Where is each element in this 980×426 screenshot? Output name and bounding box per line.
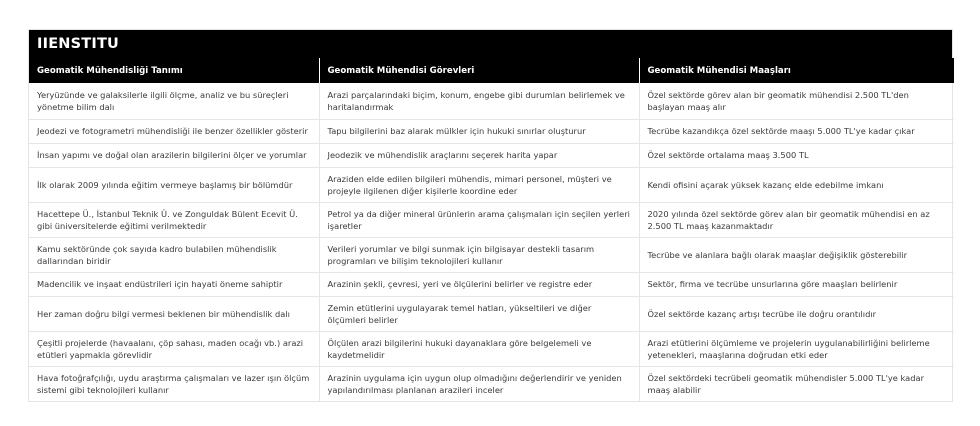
column-header-salaries: Geomatik Mühendisi Maaşları bbox=[639, 58, 954, 83]
table-cell: Hava fotoğrafçılığı, uydu araştırma çalışmaları ve lazer ışın ölçüm sistemi gibi teknolojileri kullanır bbox=[29, 366, 319, 401]
table-row bbox=[29, 202, 954, 237]
table-cell: Özel sektörde ortalama maaş 3.500 TL bbox=[639, 143, 954, 167]
table-row bbox=[29, 119, 954, 143]
comparison-table bbox=[29, 58, 954, 401]
table-cell: Madencilik ve inşaat endüstrileri için hayati öneme sahiptir bbox=[29, 272, 319, 296]
table-row bbox=[29, 331, 954, 366]
table-row bbox=[29, 366, 954, 401]
table-cell: Verileri yorumlar ve bilgi sunmak için bilgisayar destekli tasarım programları ve bilişim teknolojileri kullanır bbox=[319, 237, 639, 272]
table-cell: Tecrübe kazandıkça özel sektörde maaşı 5.000 TL'ye kadar çıkar bbox=[639, 119, 954, 143]
header-row bbox=[29, 58, 954, 83]
table-cell: Ölçülen arazi bilgilerini hukuki dayanaklara göre belgelemeli ve kaydetmelidir bbox=[319, 331, 639, 366]
table-cell: 2020 yılında özel sektörde görev alan bir geomatik mühendisi en az 2.500 TL maaş kazanmaktadır bbox=[639, 202, 954, 237]
table-row bbox=[29, 83, 954, 119]
table-cell: Özel sektörde kazanç artışı tecrübe ile doğru orantılıdır bbox=[639, 296, 954, 331]
table-row bbox=[29, 237, 954, 272]
table-cell: Arazi etütlerini ölçümleme ve projelerin uygulanabilirliğini belirleme yetenekleri, maaşlarına doğrudan etki eder bbox=[639, 331, 954, 366]
table-cell: Arazinin uygulama için uygun olup olmadığını değerlendirir ve yeniden yapılandırılması planlanan arazileri inceler bbox=[319, 366, 639, 401]
table-cell: İlk olarak 2009 yılında eğitim vermeye başlamış bir bölümdür bbox=[29, 167, 319, 202]
table-cell: Tecrübe ve alanlara bağlı olarak maaşlar değişiklik gösterebilir bbox=[639, 237, 954, 272]
table-cell: Tapu bilgilerini baz alarak mülkler için hukuki sınırlar oluşturur bbox=[319, 119, 639, 143]
table-cell: Her zaman doğru bilgi vermesi beklenen bir mühendislik dalı bbox=[29, 296, 319, 331]
table-row bbox=[29, 167, 954, 202]
table-cell: Yeryüzünde ve galaksilerle ilgili ölçme, analiz ve bu süreçleri yönetme bilim dalı bbox=[37, 89, 289, 112]
brand-header: IIENSTITU bbox=[29, 30, 952, 58]
table-cell: Araziden elde edilen bilgileri mühendis, mimari personel, müşteri ve projeyle ilgilenen diğer kişilerle koordine eder bbox=[319, 167, 639, 202]
column-header-duties: Geomatik Mühendisi Görevleri bbox=[319, 58, 639, 83]
table-cell: Arazi parçalarındaki biçim, konum, engebe gibi durumları belirlemek ve haritalandırmak bbox=[319, 83, 639, 119]
table-cell: Özel sektördeki tecrübeli geomatik mühendisler 5.000 TL'ye kadar maaş alabilir bbox=[639, 366, 954, 401]
table-row bbox=[29, 143, 954, 167]
table-cell: Hacettepe Ü., İstanbul Teknik Ü. ve Zonguldak Bülent Ecevit Ü. gibi üniversitelerde eğitimi verilmektedir bbox=[29, 202, 319, 237]
table-row bbox=[29, 296, 954, 331]
table-cell: Zemin etütlerini uygulayarak temel hatları, yükseltileri ve diğer ölçümleri belirler bbox=[319, 296, 639, 331]
table-cell: Kamu sektöründe çok sayıda kadro bulabilen mühendislik dallarından biridir bbox=[29, 237, 319, 272]
table-head bbox=[29, 58, 954, 83]
table-row bbox=[29, 272, 954, 296]
table-body bbox=[29, 83, 954, 401]
column-header-definition: Geomatik Mühendisliği Tanımı bbox=[29, 58, 319, 83]
table-cell: Jeodezik ve mühendislik araçlarını seçerek harita yapar bbox=[319, 143, 639, 167]
table-cell: Jeodezi ve fotogrametri mühendisliği ile benzer özellikler gösterir bbox=[29, 119, 319, 143]
table-cell: Sektör, firma ve tecrübe unsurlarına göre maaşları belirlenir bbox=[639, 272, 954, 296]
table-cell: Petrol ya da diğer mineral ürünlerin arama çalışmaları için seçilen yerleri işaretler bbox=[319, 202, 639, 237]
table-cell: Kendi ofisini açarak yüksek kazanç elde edebilme imkanı bbox=[639, 167, 954, 202]
table-cell: İnsan yapımı ve doğal olan arazilerin bilgilerini ölçer ve yorumlar bbox=[29, 143, 319, 167]
comparison-table-card bbox=[28, 29, 953, 402]
table-cell: Arazinin şekli, çevresi, yeri ve ölçülerini belirler ve registre eder bbox=[319, 272, 639, 296]
table-cell: Çeşitli projelerde (havaalanı, çöp sahası, maden ocağı vb.) arazi etütleri yapmakla görevlidir bbox=[29, 331, 319, 366]
table-cell: Özel sektörde görev alan bir geomatik mühendisi 2.500 TL'den başlayan maaş alır bbox=[639, 83, 954, 119]
